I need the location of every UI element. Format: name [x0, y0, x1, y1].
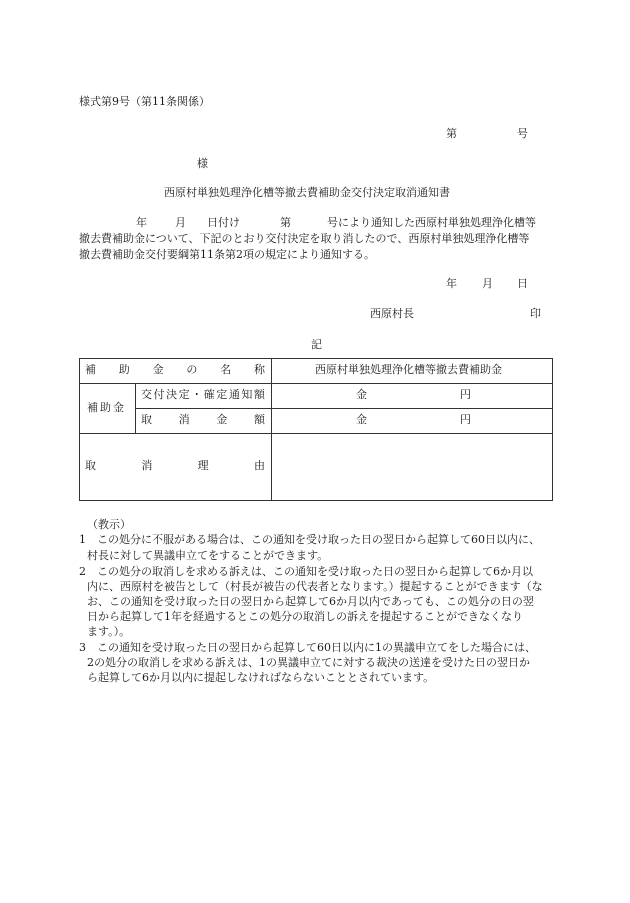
body-month: 月 — [175, 216, 186, 229]
decided-amount-label: 交 付 決 定 ・ 確 定 通 知 額 — [141, 388, 265, 401]
note-2-line4: 日から起算して1年を経過するとこの処分の取消しの訴えを提起することができなくなり — [87, 610, 523, 623]
cancel-amount-yen: 円 — [460, 413, 471, 426]
note-2-number: 2 — [79, 565, 86, 578]
doc-number-go: 号 — [517, 127, 528, 140]
notes-heading: （教示） — [87, 518, 131, 531]
seal-mark: 印 — [530, 307, 541, 320]
name-label: 補 助 金 の 名 称 — [85, 363, 265, 376]
note-3-line3: ら起算して6か月以内に提起しなければならないこととされています。 — [87, 671, 435, 684]
document-title: 西原村単独処理浄化槽等撤去費補助金交付決定取消通知書 — [164, 186, 450, 199]
note-2-line3: お、この通知を受け取った日の翌日から起算して6か月以内であっても、この処分の日の翌 — [87, 595, 534, 608]
body-line1-rest: 号により通知した西原村単独処理浄化槽等 — [327, 216, 536, 229]
decided-amount-kin: 金 — [356, 388, 367, 401]
date-month: 月 — [482, 277, 493, 290]
note-1-number: 1 — [79, 533, 86, 546]
note-1-line2: 村長に対して異議申立てをすることができます。 — [87, 549, 329, 562]
body-year: 年 — [136, 216, 147, 229]
note-2-line2: 内に、西原村を被告として（村長が被告の代表者となります。）提起することができます（な — [87, 580, 543, 593]
note-2-line1: この処分の取消しを求める訴えは、この通知を受け取った日の翌日から起算して6か月以 — [97, 565, 533, 578]
note-3-line2: 2の処分の取消しを求める訴えは、1の異議申立てに対する裁決の送達を受けた日の翌日か — [87, 656, 530, 669]
note-2-line5: ます。）。 — [87, 625, 131, 638]
cancel-amount-label: 取 消 金 額 — [141, 413, 265, 426]
mayor-title: 西原村長 — [370, 307, 414, 320]
note-3-line1: この通知を受け取った日の翌日から起算して60日以内に1の異議申立てをした場合には、 — [97, 641, 536, 654]
form-number: 様式第9号（第11条関係） — [79, 95, 210, 108]
decided-amount-yen: 円 — [460, 388, 471, 401]
subsidy-name-value: 西原村単独処理浄化槽等撤去費補助金 — [315, 363, 502, 376]
subsidy-table — [79, 358, 553, 501]
ki-heading: 記 — [311, 338, 322, 351]
date-day: 日 — [517, 277, 528, 290]
body-dai: 第 — [280, 216, 291, 229]
body-line2: 撤去費補助金について、下記のとおり交付決定を取り消したので、西原村単独処理浄化槽等 — [79, 232, 530, 245]
date-year: 年 — [446, 277, 457, 290]
body-line3: 撤去費補助金交付要綱第11条第2項の規定により通知する。 — [79, 248, 375, 261]
doc-number-dai: 第 — [446, 127, 457, 140]
cancel-amount-kin: 金 — [356, 413, 367, 426]
amount-label: 補助金 — [87, 401, 126, 414]
note-3-number: 3 — [79, 641, 86, 654]
note-1-line1: この処分に不服がある場合は、この通知を受け取った日の翌日から起算して60日以内に、 — [97, 533, 540, 546]
body-dated: 日付け — [207, 216, 240, 229]
reason-label: 取 消 理 由 — [85, 459, 265, 472]
addressee-sama: 様 — [197, 157, 208, 170]
